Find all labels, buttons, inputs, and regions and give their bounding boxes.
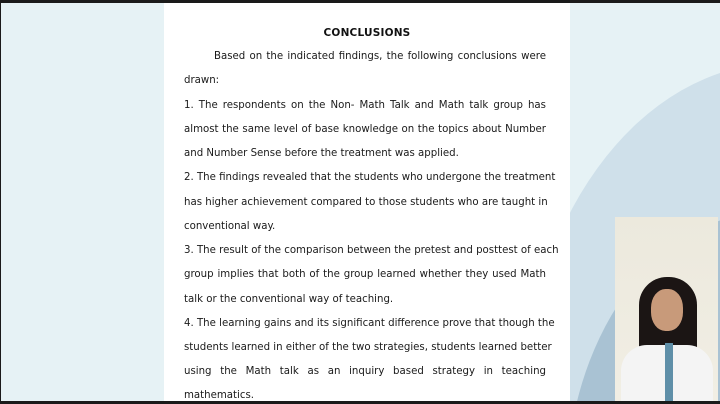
presenter-webcam bbox=[615, 217, 718, 401]
text-line: 2. The findings revealed that the students who undergone the treatment bbox=[184, 172, 556, 183]
text-line: drawn: bbox=[184, 75, 220, 86]
document-page bbox=[164, 3, 570, 401]
text-line: mathematics. bbox=[184, 390, 255, 401]
text-line: has higher achievement compared to those students who are taught in bbox=[184, 197, 548, 208]
page-title: CONCLUSIONS bbox=[323, 27, 411, 39]
text-line: and Number Sense before the treatment was applied. bbox=[184, 148, 459, 159]
text-line: almost the same level of base knowledge on the topics about Number bbox=[184, 124, 546, 135]
slide-background bbox=[1, 3, 720, 401]
text-line: using the Math talk as an inquiry based strategy in teaching bbox=[184, 366, 546, 377]
presenter-face bbox=[651, 289, 683, 331]
text-line: conventional way. bbox=[184, 221, 276, 232]
text-line: 4. The learning gains and its significant difference prove that though the bbox=[184, 318, 555, 329]
text-line: 1. The respondents on the Non- Math Talk and Math talk group has bbox=[184, 100, 546, 111]
presenter-lanyard bbox=[665, 343, 673, 401]
text-line: students learned in either of the two strategies, students learned better bbox=[184, 342, 552, 353]
text-line: Based on the indicated findings, the following conclusions were bbox=[214, 51, 546, 62]
text-line: talk or the conventional way of teaching. bbox=[184, 294, 394, 305]
text-line: 3. The result of the comparison between the pretest and posttest of each bbox=[184, 245, 559, 256]
text-line: group implies that both of the group learned whether they used Math bbox=[184, 269, 546, 280]
